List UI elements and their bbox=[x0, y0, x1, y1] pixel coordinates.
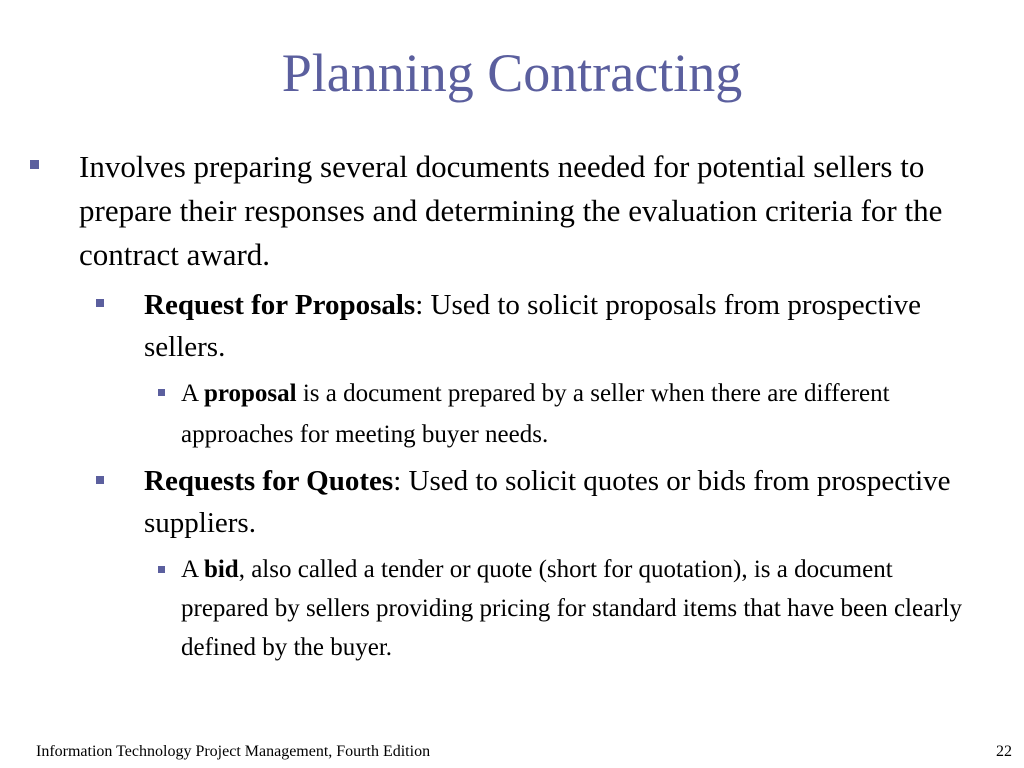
square-bullet-icon bbox=[30, 160, 39, 169]
bullet-bid-text bbox=[181, 550, 981, 667]
rfq-term: Requests for Quotes bbox=[144, 465, 394, 497]
proposal-term: proposal bbox=[203, 380, 297, 407]
bullet-rfp-text bbox=[144, 284, 984, 368]
page-number: 22 bbox=[996, 743, 1012, 760]
rfp-definition: : Used to solicit proposals from prospective sellers. bbox=[144, 289, 922, 363]
bid-term: bid bbox=[203, 556, 239, 583]
proposal-definition: is a document prepared by a seller when there are different approaches for meeting buyer needs. bbox=[181, 380, 890, 448]
square-bullet-icon bbox=[96, 299, 104, 307]
bullet-rfq-text bbox=[144, 460, 984, 544]
rfp-term: Request for Proposals bbox=[144, 289, 416, 321]
slide-title: Planning Contracting bbox=[281, 43, 743, 103]
bullet-main-text: Involves preparing several documents needed for potential sellers to prepare their responses and determining the evaluation criteria for the contract award. bbox=[79, 149, 943, 272]
proposal-lead: A bbox=[181, 380, 204, 407]
square-bullet-icon bbox=[158, 389, 165, 396]
bid-definition: , also called a tender or quote (short for quotation), is a document prepared by sellers providing pricing for standard items that have been clearly defined by the buyer. bbox=[181, 556, 962, 661]
footer-source: Information Technology Project Management, Fourth Edition bbox=[36, 743, 431, 760]
square-bullet-icon bbox=[96, 476, 104, 484]
rfq-definition: : Used to solicit quotes or bids from prospective suppliers. bbox=[144, 465, 951, 539]
square-bullet-icon bbox=[158, 566, 165, 573]
bid-lead: A bbox=[181, 556, 204, 583]
bullet-proposal-text bbox=[181, 373, 981, 455]
